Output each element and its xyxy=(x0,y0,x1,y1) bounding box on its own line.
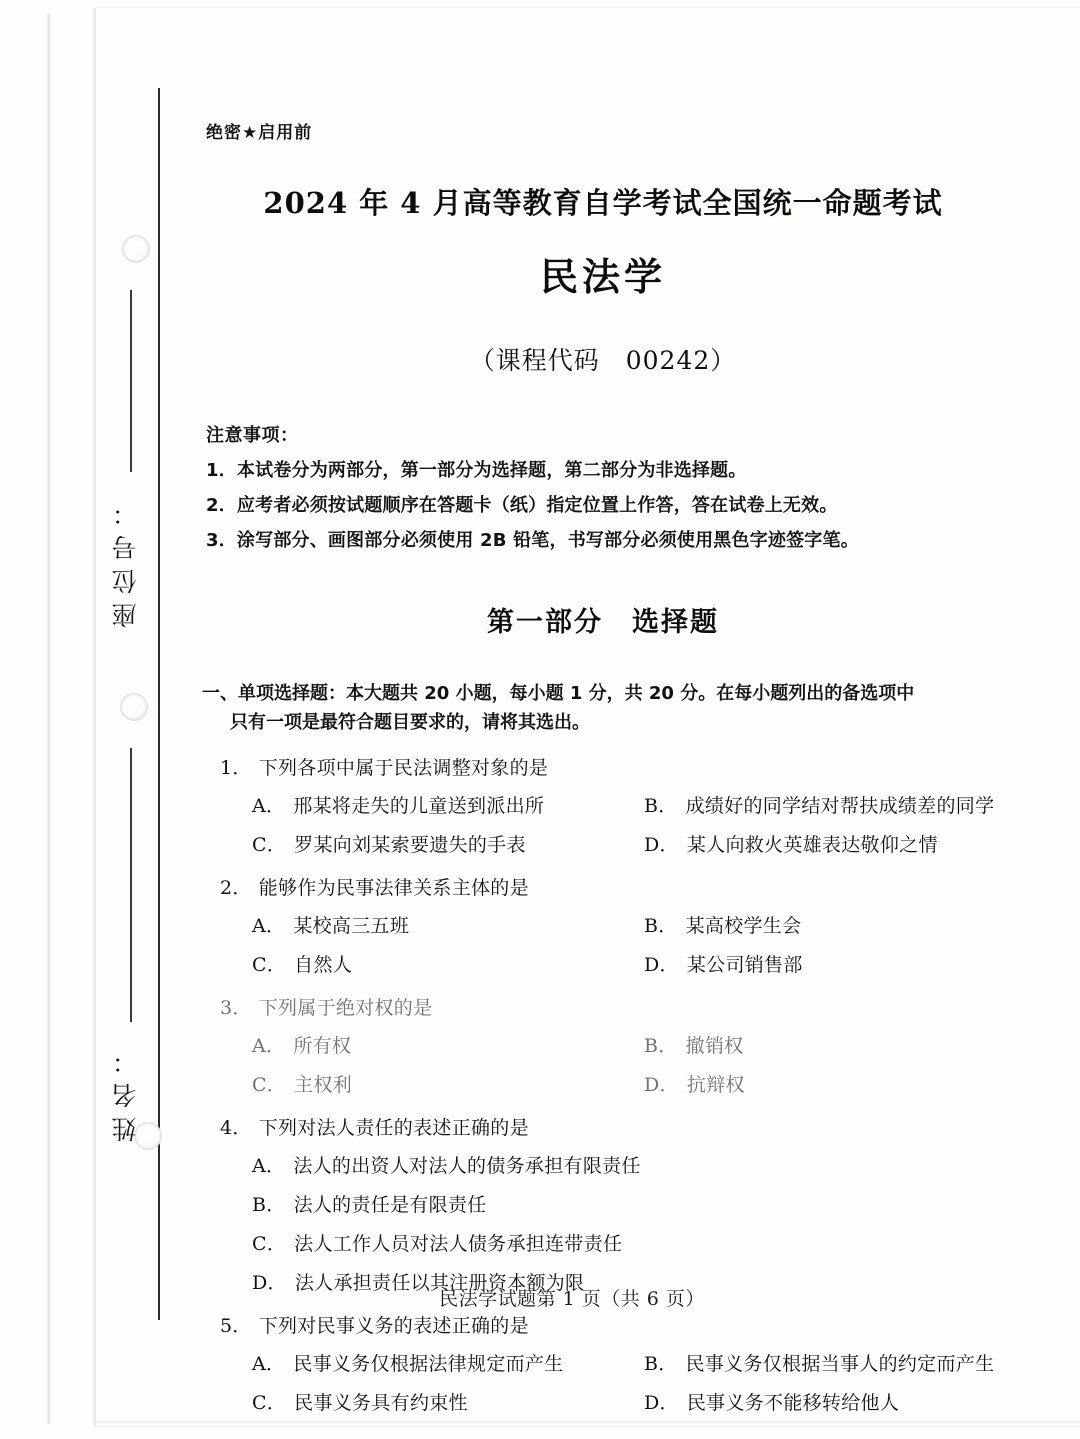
option-letter: B． xyxy=(644,795,678,818)
option-letter: A． xyxy=(252,795,286,818)
question-option[interactable] xyxy=(252,1388,644,1415)
option-letter: C． xyxy=(252,1392,287,1415)
option-letter: D． xyxy=(644,834,679,857)
question-stem xyxy=(202,993,1004,1020)
option-text: 某校高三五班 xyxy=(293,915,410,938)
notice-item: 2．应考者必须按试题顺序在答题卡（纸）指定位置上作答，答在试卷上无效。 xyxy=(206,495,838,516)
question-item xyxy=(202,873,1004,977)
question-item xyxy=(202,1311,1004,1415)
question-option[interactable] xyxy=(252,791,644,818)
option-letter: A． xyxy=(252,1155,286,1178)
seat-number-rule-line xyxy=(130,290,132,472)
notice-block xyxy=(206,421,1004,552)
option-group xyxy=(202,791,1004,857)
question-item xyxy=(202,1113,1004,1295)
seat-number-label: 座位号： xyxy=(111,492,140,628)
option-letter: B． xyxy=(644,915,678,938)
notice-item: 1．本试卷分为两部分，第一部分为选择题，第二部分为非选择题。 xyxy=(206,460,747,481)
option-text: 法人的责任是有限责任 xyxy=(293,1194,487,1217)
notice-heading: 注意事项： xyxy=(206,425,299,446)
option-letter: D． xyxy=(644,954,679,977)
question-number: 1． xyxy=(220,757,252,780)
option-letter: A． xyxy=(252,1035,286,1058)
question-stem-text: 下列对民事义务的表述正确的是 xyxy=(258,1315,529,1338)
notice-item: 3．涂写部分、画图部分必须使用 2B 铅笔，书写部分必须使用黑色字迹签字笔。 xyxy=(206,530,859,551)
question-option[interactable] xyxy=(252,1190,1004,1217)
option-text: 自然人 xyxy=(294,954,353,977)
name-rule-line xyxy=(130,748,132,1022)
question-number: 5． xyxy=(220,1315,252,1338)
question-option[interactable] xyxy=(252,1070,644,1097)
option-letter: B． xyxy=(644,1353,678,1376)
option-text: 某公司销售部 xyxy=(686,954,803,977)
option-text: 法人工作人员对法人债务承担连带责任 xyxy=(294,1233,623,1256)
question-option[interactable] xyxy=(644,830,1004,857)
question-stem xyxy=(202,753,1004,780)
group-intro-line-1: 一、单项选择题：本大题共 20 小题，每小题 1 分，共 20 分。在每小题列出的备选项中 xyxy=(202,683,915,704)
option-text: 撤销权 xyxy=(685,1035,744,1058)
course-name: 民法学 xyxy=(539,254,666,299)
option-text: 邢某将走失的儿童送到派出所 xyxy=(293,795,545,818)
question-option[interactable] xyxy=(252,911,644,938)
option-group xyxy=(202,1349,1004,1415)
question-option[interactable] xyxy=(252,1229,1004,1256)
question-number: 3． xyxy=(220,997,252,1020)
option-text: 某人向救火英雄表达敬仰之情 xyxy=(686,834,938,857)
option-letter: D． xyxy=(252,1272,287,1295)
option-text: 民事义务仅根据法律规定而产生 xyxy=(293,1353,564,1376)
question-item xyxy=(202,993,1004,1097)
option-letter: B． xyxy=(252,1194,286,1217)
question-stem xyxy=(202,1311,1004,1338)
option-text: 主权利 xyxy=(294,1074,353,1097)
option-text: 抗辩权 xyxy=(686,1074,745,1097)
option-text: 成绩好的同学结对帮扶成绩差的同学 xyxy=(685,795,995,818)
secrecy-notice: 绝密★启用前 xyxy=(206,123,313,143)
option-letter: C． xyxy=(252,834,287,857)
question-option[interactable] xyxy=(644,950,1004,977)
part-heading: 第一部分 选择题 xyxy=(487,607,719,638)
page-left-edge xyxy=(47,14,50,1424)
option-group xyxy=(202,1031,1004,1097)
question-option[interactable] xyxy=(252,830,644,857)
question-stem xyxy=(202,873,1004,900)
punch-hole-icon xyxy=(122,235,150,263)
option-letter: A． xyxy=(252,915,286,938)
question-option[interactable] xyxy=(252,1349,644,1376)
question-option[interactable] xyxy=(252,1151,1004,1178)
option-group xyxy=(202,911,1004,977)
option-letter: A． xyxy=(252,1353,286,1376)
exam-title: 2024 年 4 月高等教育自学考试全国统一命题考试 xyxy=(263,186,943,220)
question-number: 2． xyxy=(220,877,252,900)
question-stem-text: 下列属于绝对权的是 xyxy=(258,997,433,1020)
option-text: 所有权 xyxy=(293,1035,352,1058)
page-bottom-edge xyxy=(96,1421,1080,1423)
option-letter: D． xyxy=(644,1392,679,1415)
option-text: 法人承担责任以其注册资本额为限 xyxy=(294,1272,585,1295)
option-group xyxy=(202,1151,1004,1295)
option-text: 法人的出资人对法人的债务承担有限责任 xyxy=(293,1155,641,1178)
group-intro-line-2: 只有一项是最符合题目要求的，请将其选出。 xyxy=(230,712,590,734)
question-option[interactable] xyxy=(644,911,1004,938)
option-text: 罗某向刘某索要遗失的手表 xyxy=(294,834,526,857)
question-option[interactable] xyxy=(644,1070,1004,1097)
option-text: 民事义务具有约束性 xyxy=(294,1392,468,1415)
punch-hole-icon xyxy=(120,693,148,721)
option-letter: C． xyxy=(252,1074,287,1097)
question-option[interactable] xyxy=(252,1031,644,1058)
page-footer: 民法学试题第 1 页（共 6 页） xyxy=(439,1288,705,1310)
question-list xyxy=(202,753,1004,1415)
option-letter: D． xyxy=(644,1074,679,1097)
question-option[interactable] xyxy=(644,1031,1004,1058)
question-group-intro xyxy=(202,679,1004,737)
question-stem-text: 下列各项中属于民法调整对象的是 xyxy=(258,757,549,780)
question-number: 4． xyxy=(220,1117,252,1140)
option-text: 民事义务仅根据当事人的约定而产生 xyxy=(685,1353,995,1376)
question-stem-text: 下列对法人责任的表述正确的是 xyxy=(258,1117,529,1140)
question-option[interactable] xyxy=(644,791,1004,818)
option-letter: C． xyxy=(252,954,287,977)
name-label: 姓名： xyxy=(111,1040,140,1142)
question-option[interactable] xyxy=(644,1388,1004,1415)
option-text: 某高校学生会 xyxy=(685,915,802,938)
question-stem-text: 能够作为民事法律关系主体的是 xyxy=(258,877,529,900)
document-content xyxy=(202,104,1004,1415)
question-option[interactable] xyxy=(252,950,644,977)
question-option[interactable] xyxy=(644,1349,1004,1376)
option-letter: C． xyxy=(252,1233,287,1256)
question-item xyxy=(202,753,1004,857)
course-code: （课程代码 00242） xyxy=(469,346,737,375)
option-letter: B． xyxy=(644,1035,678,1058)
question-stem xyxy=(202,1113,1004,1140)
option-text: 民事义务不能移转给他人 xyxy=(686,1392,900,1415)
